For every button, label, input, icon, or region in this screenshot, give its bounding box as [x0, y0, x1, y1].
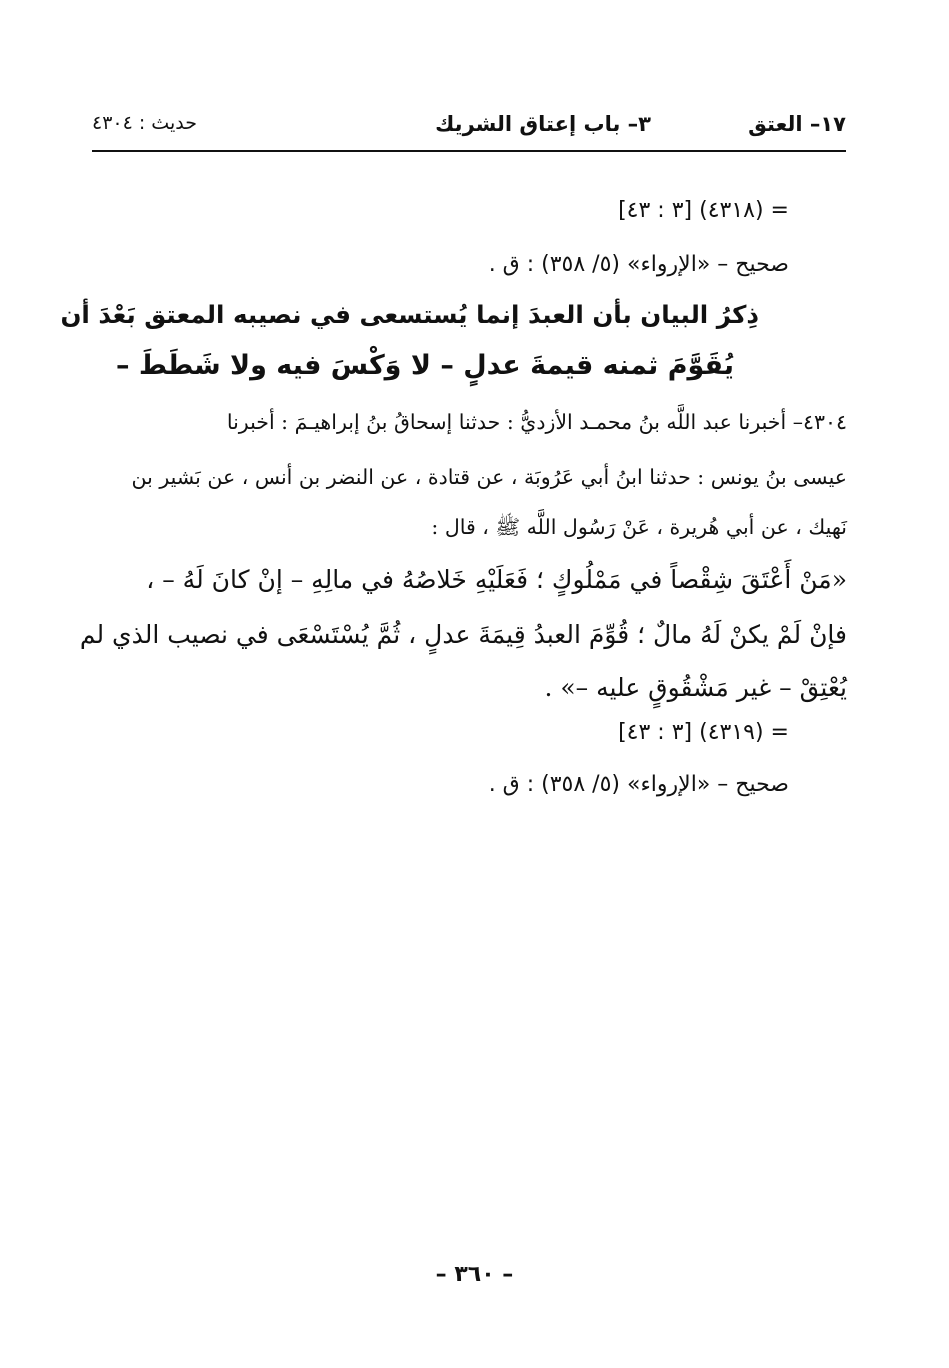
page-number: – ٣٦٠ –: [435, 1262, 514, 1287]
cross-reference-2: = (٤٣١٩) [٣ : ٤٣]: [618, 720, 789, 745]
chapter-heading-line-2: يُقَوَّمَ ثمنه قيمةَ عدلٍ – لا وَكْسَ فيه ولا شَطَطَ –: [115, 350, 734, 381]
isnad-line-1: ٤٣٠٤– أخبرنا عبد اللَّه بنُ محمـد الأزديُّ : حدثنا إسحاقُ بنُ إبراهيـمَ : أخبرنا: [226, 410, 847, 434]
hadith-reference: حديث : ٤٣٠٤: [92, 112, 197, 134]
matn-line-2: فإنْ لَمْ يكنْ لَهُ مالٌ ؛ قُوِّمَ العبدُ قِيمَةَ عدلٍ ، ثُمَّ يُسْتَسْعَى في نصيب الذي لم: [79, 620, 847, 649]
section-title: ٣– باب إعتاق الشريك: [435, 112, 651, 136]
chapter-heading-line-1: ذِكرُ البيان بأن العبدَ إنما يُستسعى في نصيبه المعتق بَعْدَ أن: [60, 300, 759, 329]
grading-note-1: صحيح – «الإرواء» (٥/ ٣٥٨) : ق .: [488, 252, 789, 277]
matn-line-1: «مَنْ أَعْتَقَ شِقْصاً في مَمْلُوكٍ ؛ فَعَلَيْهِ خَلاصُهُ في مالِهِ – إنْ كانَ لَهُ – ،: [146, 565, 847, 594]
isnad-line-2: عيسى بنُ يونس : حدثنا ابنُ أبي عَرُوبَة ، عن قتادة ، عن النضر بن أنس ، عن بَشير بن: [131, 465, 847, 489]
matn-line-3: يُعْتِقْ – غير مَشْقُوقٍ عليه –» .: [544, 673, 847, 702]
header-divider: [92, 150, 846, 152]
isnad-line-3: نَهيك ، عن أبي هُريرة ، عَنْ رَسُول اللَّه ﷺ ، قال :: [431, 515, 847, 539]
running-header: [92, 112, 846, 152]
grading-note-2: صحيح – «الإرواء» (٥/ ٣٥٨) : ق .: [488, 772, 789, 797]
cross-reference-1: = (٤٣١٨) [٣ : ٤٣]: [618, 198, 789, 223]
chapter-title: ١٧– العتق: [748, 112, 846, 136]
